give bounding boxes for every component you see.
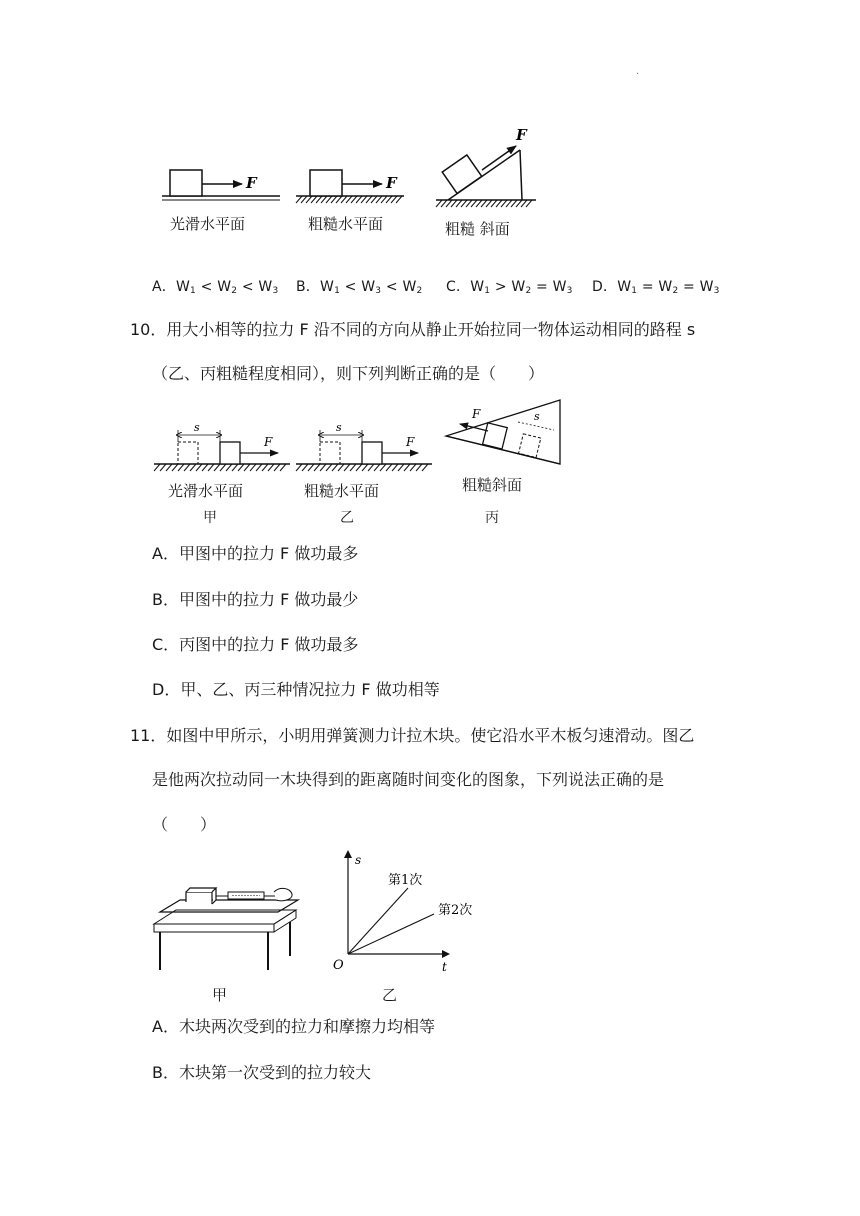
q10-option-c: C．丙图中的拉力 F 做功最多 <box>152 635 359 654</box>
q11-label-jia: 甲 <box>212 986 228 1004</box>
q10-option-d: D．甲、乙、丙三种情况拉力 F 做功相等 <box>152 680 440 699</box>
q11-series-line-1 <box>348 888 408 954</box>
q10-option-a: A．甲图中的拉力 F 做功最多 <box>152 544 359 563</box>
q11-origin-label: O <box>333 958 344 973</box>
q10-option-b: B．甲图中的拉力 F 做功最少 <box>152 590 359 609</box>
q10-distance-label-2: s <box>336 421 342 434</box>
q9-rough-surface <box>296 170 404 203</box>
q11-x-axis-label: t <box>442 960 447 974</box>
q10-block-3 <box>483 423 508 449</box>
q9-option-d: D．$W_1 = W_2 = W_3$ <box>592 279 720 296</box>
q10-start-position-3 <box>519 434 541 458</box>
q11-st-graph <box>333 853 472 974</box>
q11-wood-block <box>186 892 212 904</box>
q11-number: 11． <box>130 726 167 745</box>
q10-start-position-1 <box>178 442 198 464</box>
q11-option-a: A．木块两次受到的拉力和摩擦力均相等 <box>152 1017 435 1036</box>
q11-series-label-1: 第1次 <box>388 873 423 888</box>
q11-y-axis-label: s <box>355 853 362 867</box>
q9-caption-3: 粗糙 斜面 <box>445 220 510 238</box>
q10-stem-line1: 10．用大小相等的拉力 F 沿不同的方向从静止开始拉同一物体运动相同的路程 s <box>130 320 696 339</box>
q10-block-2 <box>362 442 382 464</box>
q10-force-label-3: F <box>472 407 481 421</box>
q10-label-bing: 丙 <box>485 510 499 526</box>
q10-figure <box>150 398 570 478</box>
q10-caption-2: 粗糙水平面 <box>304 482 380 500</box>
header-dot: . <box>636 66 640 77</box>
q9-force-arrow-3 <box>482 146 516 170</box>
q9-block-2 <box>310 170 342 196</box>
q10-fig-bing <box>446 400 560 464</box>
q9-force-label-3: F <box>516 126 527 144</box>
q11-hand <box>274 888 292 900</box>
q9-rough-incline <box>436 126 536 207</box>
q9-option-a: A．$W_1 < W_2 < W_3$ <box>152 279 279 296</box>
q9-option-c: C．$W_1 > W_2 = W_3$ <box>446 279 573 296</box>
q11-label-yi: 乙 <box>382 986 398 1004</box>
q10-start-position-2 <box>320 442 340 464</box>
q9-caption-1: 光滑水平面 <box>170 215 246 233</box>
q11-stem-line2: 是他两次拉动同一木块得到的距离随时间变化的图象，下列说法正确的是 <box>152 770 665 789</box>
q9-smooth-surface <box>162 170 280 200</box>
q11-figure <box>150 846 480 976</box>
q10-caption-1: 光滑水平面 <box>168 482 244 500</box>
q11-series-label-2: 第2次 <box>438 903 473 918</box>
q10-number: 10． <box>130 320 167 339</box>
q10-distance-label-1: s <box>194 421 200 434</box>
q11-stem-line3: （ ） <box>152 815 217 834</box>
q10-label-jia: 甲 <box>203 510 217 526</box>
q11-option-b: B．木块第一次受到的拉力较大 <box>152 1063 371 1082</box>
q9-force-label-2: F <box>386 174 397 192</box>
q9-force-label-1: F <box>246 174 257 192</box>
q10-force-label-2: F <box>406 435 415 449</box>
q11-stem-line1: 11．如图中甲所示，小明用弹簧测力计拉木块。使它沿水平木板匀速滑动。图乙 <box>130 726 695 745</box>
q10-stem-line2: （乙、丙粗糙程度相同），则下列判断正确的是（ ） <box>152 364 545 383</box>
q9-block-1 <box>170 170 202 196</box>
q9-block-3 <box>442 155 481 193</box>
q10-block-1 <box>220 442 240 464</box>
q10-fig-jia <box>154 421 290 471</box>
q9-caption-2: 粗糙水平面 <box>308 215 384 233</box>
q11-series-line-2 <box>348 914 434 954</box>
q10-force-label-1: F <box>264 435 273 449</box>
q11-apparatus <box>154 888 298 970</box>
q9-option-b: B．$W_1 < W_3 < W_2$ <box>296 279 423 296</box>
q10-caption-3: 粗糙斜面 <box>462 476 523 494</box>
q10-fig-yi <box>296 421 432 471</box>
q10-distance-label-3: s <box>534 410 540 423</box>
q9-figure <box>150 120 550 220</box>
q10-label-yi: 乙 <box>340 510 354 526</box>
